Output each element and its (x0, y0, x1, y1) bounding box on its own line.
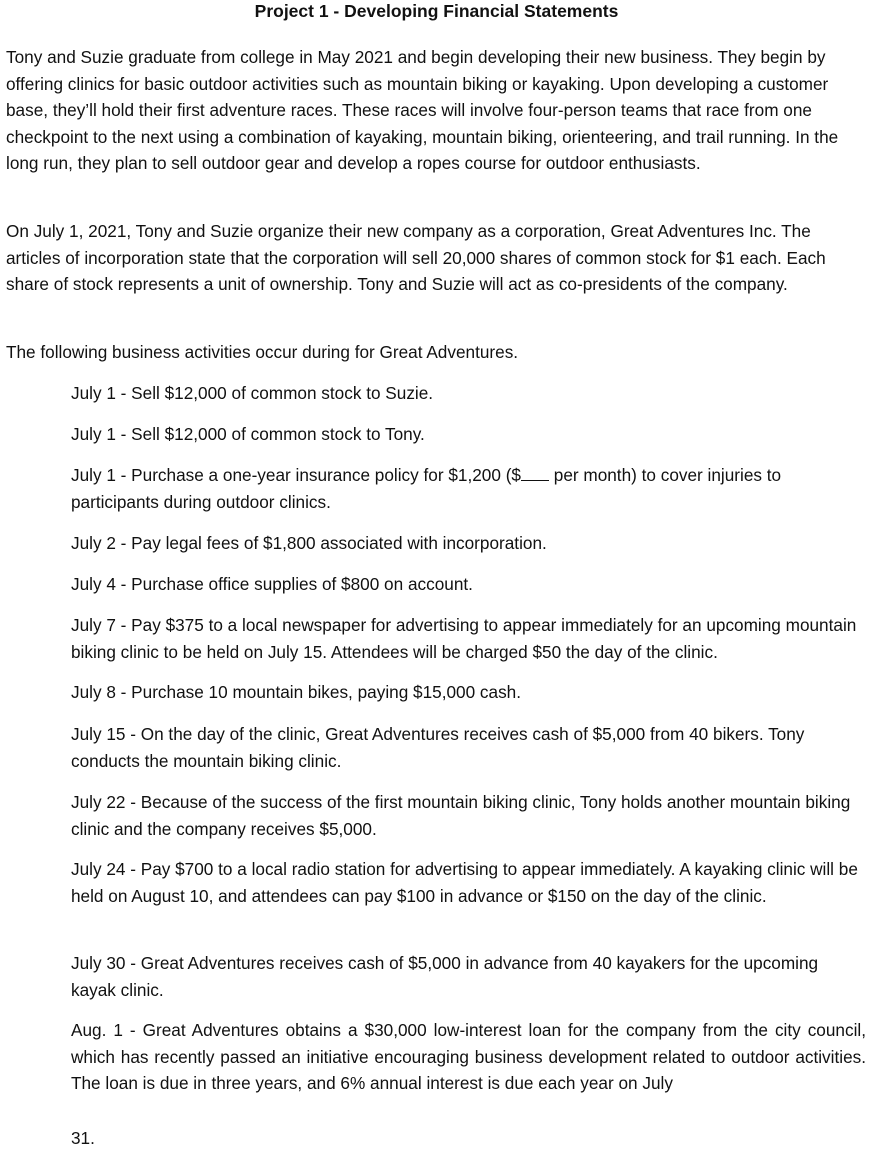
fill-in-blank (521, 464, 549, 481)
event-july24-radio: July 24 - Pay $700 to a local radio station for advertising to appear immediately. A kayaking clinic will be held on August 10, and attendees can pay $100 in advance or $150 on the day of the clinic. (71, 859, 858, 906)
activities-intro: The following business activities occur during for Great Adventures. (6, 342, 519, 362)
insurance-text-start: July 1 - Purchase a one-year insurance policy for $1,200 ($ (71, 465, 521, 485)
document-title: Project 1 - Developing Financial Statements (254, 1, 619, 21)
event-july22-clinic: July 22 - Because of the success of the first mountain biking clinic, Tony holds another mountain biking clinic and the company receives $5,000. (71, 792, 851, 839)
event-july1-suzie: July 1 - Sell $12,000 of common stock to Suzie. (71, 383, 434, 403)
event-july1-insurance (71, 462, 866, 515)
event-july4-supplies: July 4 - Purchase office supplies of $800 on account. (71, 574, 473, 594)
insurance-text-end: per month) to cover injuries to participants during outdoor clinics. (71, 465, 782, 512)
event-july2-legal: July 2 - Pay legal fees of $1,800 associated with incorporation. (71, 533, 547, 553)
event-july1-tony: July 1 - Sell $12,000 of common stock to Tony. (71, 424, 425, 444)
continuation-text: 31. (71, 1128, 95, 1148)
event-july7-advertising: July 7 - Pay $375 to a local newspaper for advertising to appear immediately for an upcoming mountain biking clinic to be held on July 15. Attendees will be charged $50 the day of the clinic. (71, 615, 857, 662)
event-aug1-loan: Aug. 1 - Great Adventures obtains a $30,000 low-interest loan for the company from the city council, which has recently passed an initiative encouraging business development related to outdoor activities. The loan is due in three years, and 6% annual interest is due each year on July (71, 1020, 866, 1093)
incorporation-paragraph: On July 1, 2021, Tony and Suzie organize their new company as a corporation, Great Adventures Inc. The articles of incorporation state that the corporation will sell 20,000 shares of common stock for $1 each. Each share of stock represents a unit of ownership. Tony and Suzie will act as co-presidents of the company. (6, 221, 826, 294)
intro-paragraph: Tony and Suzie graduate from college in May 2021 and begin developing their new business. They begin by offering clinics for basic outdoor activities such as mountain biking or kayaking. Upon developing a customer base, they’ll hold their first adventure races. These races will involve four-person teams that race from one checkpoint to the next using a combination of kayaking, mountain biking, orienteering, and trail running. In the long run, they plan to sell outdoor gear and develop a ropes course for outdoor enthusiasts. (6, 47, 839, 173)
event-july30-kayakers: July 30 - Great Adventures receives cash of $5,000 in advance from 40 kayakers for the upcoming kayak clinic. (71, 953, 819, 1000)
event-july15-clinic: July 15 - On the day of the clinic, Great Adventures receives cash of $5,000 from 40 bikers. Tony conducts the mountain biking clinic. (71, 724, 805, 771)
event-july8-bikes: July 8 - Purchase 10 mountain bikes, paying $15,000 cash. (71, 682, 522, 702)
